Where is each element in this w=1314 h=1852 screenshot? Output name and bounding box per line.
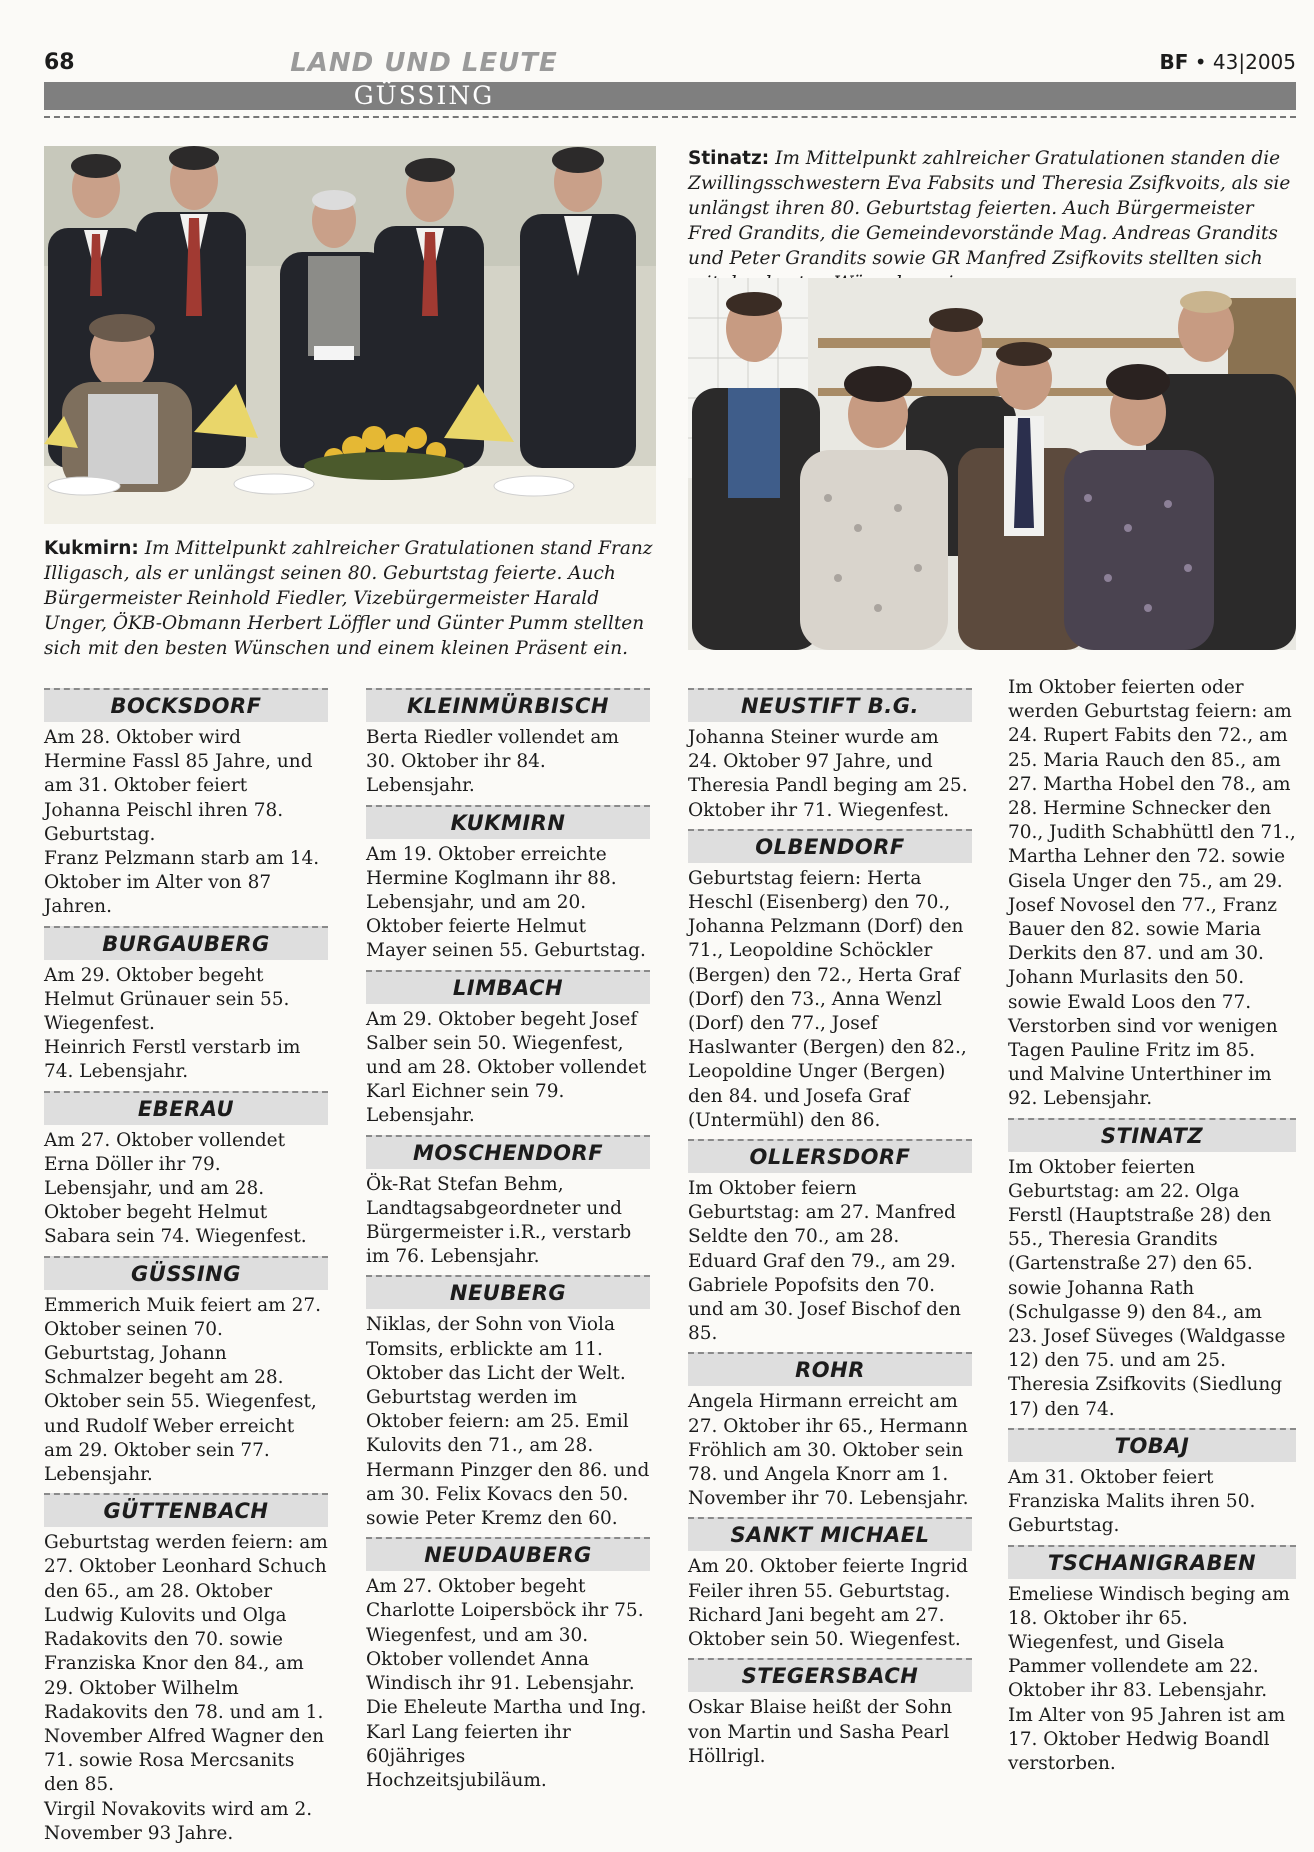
section-paragraph: Berta Riedler vollendet am 30. Oktober ihr 84. Lebensjahr.	[366, 727, 619, 797]
section-header	[44, 926, 328, 960]
section-paragraph: Im Alter von 95 Jahren ist am 17. Oktober Hedwig Boandl verstorben.	[1008, 1704, 1286, 1774]
section-header	[688, 1517, 972, 1551]
section-header	[366, 970, 650, 1004]
region-bar	[44, 82, 1296, 110]
section-header	[366, 1135, 650, 1169]
section-header	[688, 1139, 972, 1173]
publication-name: BF	[1159, 50, 1189, 74]
section-title: ROHR	[795, 1358, 865, 1383]
section-title: BOCKSDORF	[110, 694, 262, 718]
section-title: LIMBACH	[452, 975, 564, 1000]
section-body	[688, 867, 972, 1133]
section-paragraph: Im Oktober feiern Geburtstag: am 27. Manfred Seldte den 70., am 28. Eduard Graf den 79., am 29. Gabriele Popofsits den 70. und am 30. Josef Bischof den 85.	[688, 1178, 961, 1345]
section-header	[1008, 1118, 1296, 1152]
caption-place: Stinatz:	[688, 148, 770, 169]
section-header	[366, 805, 650, 839]
section-paragraph: Ök-Rat Stefan Behm, Landtagsabgeordneter und Bürgermeister i.R., verstarb im 76. Lebensjahr.	[366, 1173, 632, 1268]
section-paragraph: Emeliese Windisch beging am 18. Oktober ihr 65. Wiegenfest, und Gisela Pammer vollendete am 22. Oktober ihr 83. Lebensjahr.	[1008, 1583, 1290, 1702]
section-header	[44, 688, 328, 722]
section-paragraph: Im Oktober feierten oder werden Geburtstag feiern: am 24. Rupert Fabits den 72., am 25. Maria Rauch den 85., am 27. Martha Hobel den 78., am 28. Hermine Schnecker den 70., Judith Schabhüttl den 71., Martha Lehner den 72. sowie Gisela Unger den 75., am 29. Josef Novosel den 77., Franz Bauer den 82. sowie Maria Derkits den 87. und am 30. Johann Murlasits den 50. sowie Ewald Loos den 77.	[1008, 677, 1296, 1013]
section-header	[688, 829, 972, 863]
section-header	[44, 1091, 328, 1125]
column-3	[688, 684, 972, 1775]
section-body	[44, 1531, 328, 1846]
section-paragraph: Am 19. Oktober erreichte Hermine Koglmann ihr 88. Lebensjahr, und am 20. Oktober feierte Helmut Mayer seinen 55. Geburtstag.	[366, 843, 646, 962]
issue-info	[1159, 50, 1296, 74]
section-paragraph: Geburtstag werden feiern: am 27. Oktober Leonhard Schuch den 65., am 28. Oktober Ludwig Kulovits und Olga Radakovits den 70. sowie Franziska Knor den 84., am 29. Oktober Wilhelm Radakovits den 78. und am 1. November Alfred Wagner den 71. sowie Rosa Mercsanits den 85.	[44, 1532, 328, 1796]
section-body	[688, 1390, 972, 1511]
section-paragraph: Heinrich Ferstl verstarb im 74. Lebensjahr.	[44, 1037, 301, 1083]
section-paragraph: Virgil Novakovits wird am 2. November 93 Jahre.	[44, 1798, 313, 1844]
section-body	[688, 1696, 972, 1769]
section-title: MOSCHENDORF	[412, 1140, 604, 1165]
section-body	[688, 726, 972, 823]
section-paragraph: Geburtstag feiern: Herta Heschl (Eisenberg) den 70., Johanna Pelzmann (Dorf) den 71., Leopoldine Schöckler (Bergen) den 72., Herta Graf (Dorf) den 73., Anna Wenzl (Dorf) den 77., Josef Haslwanter (Bergen) den 82., Leopoldine Unger (Bergen) den 84. und Josefa Graf (Untermühl) den 86.	[688, 867, 967, 1131]
section-title: NEUSTIFT B.G.	[741, 694, 919, 718]
section-paragraph: Emmerich Muik feiert am 27. Oktober seinen 70. Geburtstag, Johann Schmalzer begeht am 28. Oktober sein 55. Wiegenfest, und Rudolf Weber erreicht am 29. Oktober sein 77. Lebensjahr.	[44, 1294, 322, 1486]
section-body	[366, 843, 650, 964]
column-2	[366, 684, 650, 1799]
section-title: TOBAJ	[1114, 1433, 1190, 1458]
section-title: SANKT MICHAEL	[730, 1523, 930, 1548]
section-body	[44, 964, 328, 1085]
section-body	[366, 726, 650, 799]
section-body	[366, 1575, 650, 1793]
section-body	[366, 1173, 650, 1270]
section-header	[688, 1352, 972, 1386]
section-title: GÜSSING	[131, 1261, 241, 1286]
photo-caption-stinatz	[688, 146, 1296, 296]
section-header	[1008, 1428, 1296, 1462]
section-body	[44, 726, 328, 920]
section-body	[366, 1008, 650, 1129]
caption-text: Im Mittelpunkt zahlreicher Gratulationen stand Franz Illigasch, als er unlängst seinen 80. Geburtstag feierte. Auch Bürgermeister Reinhold Fiedler, Vizebürgermeister Harald Unger, ÖKB-Obmann Herbert Löffler und Günter Pumm stellten sich mit den besten Wünschen und einem kleinen Präsent ein.	[44, 538, 653, 659]
section-header	[366, 1537, 650, 1571]
photo-caption-kukmirn	[44, 536, 656, 661]
section-body	[1008, 1466, 1296, 1539]
section-paragraph: Am 28. Oktober wird Hermine Fassl 85 Jahre, und am 31. Oktober feiert Johanna Peischl ihren 78. Geburtstag.	[44, 727, 313, 845]
page-number: 68	[44, 50, 75, 75]
section-body	[1008, 1583, 1296, 1777]
section-paragraph: Geburtstag werden im Oktober feiern: am 25. Emil Kulovits den 71., am 28. Hermann Pinzger den 86. und am 30. Felix Kovacs den 50. sowie Peter Kremz den 60.	[366, 1387, 650, 1530]
caption-place: Kukmirn:	[44, 538, 139, 559]
section-body	[44, 1294, 328, 1488]
section-header	[44, 1493, 328, 1527]
section-kicker: LAND UND LEUTE	[290, 48, 558, 78]
section-title: TSCHANIGRABEN	[1047, 1550, 1257, 1575]
section-title: BURGAUBERG	[102, 931, 270, 956]
section-body	[1008, 676, 1296, 1112]
section-header	[366, 688, 650, 722]
section-header	[688, 1658, 972, 1692]
section-body	[688, 1177, 972, 1346]
section-body	[1008, 1156, 1296, 1422]
section-body	[688, 1555, 972, 1652]
section-title: KLEINMÜRBISCH	[407, 694, 609, 718]
section-paragraph: Am 20. Oktober feierte Ingrid Feiler ihren 55. Geburtstag. Richard Jani begeht am 27. Oktober sein 50. Wiegenfest.	[688, 1556, 968, 1651]
section-title: EBERAU	[137, 1096, 235, 1121]
section-title: STINATZ	[1100, 1123, 1204, 1148]
section-header	[44, 1256, 328, 1290]
section-title: NEUDAUBERG	[424, 1543, 592, 1568]
region-title: GÜSSING	[353, 81, 495, 110]
section-title: KUKMIRN	[450, 810, 566, 835]
caption-text: Im Mittelpunkt zahlreicher Gratulationen standen die Zwillingsschwestern Eva Fabsits und Theresia Zsifkvoits, als sie unlängst ihren 80. Geburtstag feierten. Auch Bürgermeister Fred Grandits, die Gemeindevorstände Mag. Andreas Grandits und Peter Grandits sowie GR Manfred Zsifkovits stellten sich	[688, 148, 1291, 269]
section-paragraph: Am 29. Oktober begeht Josef Salber sein 50. Wiegenfest, und am 28. Oktober vollendet Karl Eichner sein 79. Lebensjahr.	[366, 1008, 647, 1127]
section-title: OLLERSDORF	[749, 1145, 911, 1170]
section-paragraph: Angela Hirmann erreicht am 27. Oktober ihr 65., Hermann Fröhlich am 30. Oktober sein 78. und Angela Knorr am 1. November ihr 70. Lebensjahr.	[688, 1391, 969, 1510]
section-paragraph: Die Eheleute Martha und Ing. Karl Lang feierten ihr 60jähriges Hochzeitsjubiläum.	[366, 1697, 647, 1791]
section-paragraph: Johanna Steiner wurde am 24. Oktober 97 Jahre, und Theresia Pandl beging am 25. Oktober ihr 71. Wiegenfest.	[688, 727, 968, 821]
section-paragraph: Niklas, der Sohn von Viola Tomsits, erblickte am 11. Oktober das Licht der Welt.	[366, 1314, 626, 1384]
section-header	[688, 688, 972, 722]
photo-kukmirn	[44, 146, 656, 524]
section-header	[1008, 1545, 1296, 1579]
section-title: GÜTTENBACH	[103, 1499, 269, 1524]
section-title: STEGERSBACH	[741, 1664, 919, 1689]
section-paragraph: Am 27. Oktober begeht Charlotte Loipersböck ihr 75. Wiegenfest, und am 30. Oktober vollendet Anna Windisch ihr 91. Lebensjahr.	[366, 1576, 644, 1695]
issue-number: 43|2005	[1212, 50, 1296, 74]
issue-separator: •	[1194, 50, 1207, 74]
section-title: NEUBERG	[449, 1281, 567, 1306]
column-1	[44, 684, 328, 1852]
section-header	[366, 1275, 650, 1309]
column-4	[1008, 676, 1296, 1782]
section-paragraph: Am 27. Oktober vollendet Erna Döller ihr 79. Lebensjahr, und am 28. Oktober begeht Helmut Sabara sein 74. Wiegenfest.	[44, 1129, 307, 1248]
section-paragraph: Im Oktober feierten Geburtstag: am 22. Olga Ferstl (Hauptstraße 28) den 55., Theresia Grandits (Gartenstraße 27) den 65. sowie Johanna Rath (Schulgasse 9) den 84., am 23. Josef Süveges (Waldgasse 12) den 75. und am 25. Theresia Zsifkovits (Siedlung 17) den 74.	[1008, 1156, 1286, 1420]
header-divider	[44, 116, 1296, 118]
section-paragraph: Oskar Blaise heißt der Sohn von Martin und Sasha Pearl Höllrigl.	[688, 1697, 953, 1767]
section-paragraph: Am 31. Oktober feiert Franziska Malits ihren 50. Geburtstag.	[1008, 1466, 1256, 1537]
section-title: OLBENDORF	[755, 834, 905, 859]
section-paragraph: Verstorben sind vor wenigen Tagen Pauline Fritz im 85. und Malvine Unterthiner im 92. Lebensjahr.	[1008, 1015, 1278, 1110]
page-header	[44, 46, 1296, 116]
photo-stinatz	[688, 278, 1296, 650]
section-paragraph: Franz Pelzmann starb am 14. Oktober im Alter von 87 Jahren.	[44, 848, 320, 918]
section-body	[44, 1129, 328, 1250]
section-paragraph: Am 29. Oktober begeht Helmut Grünauer sein 55. Wiegenfest.	[44, 964, 290, 1035]
section-body	[366, 1313, 650, 1531]
